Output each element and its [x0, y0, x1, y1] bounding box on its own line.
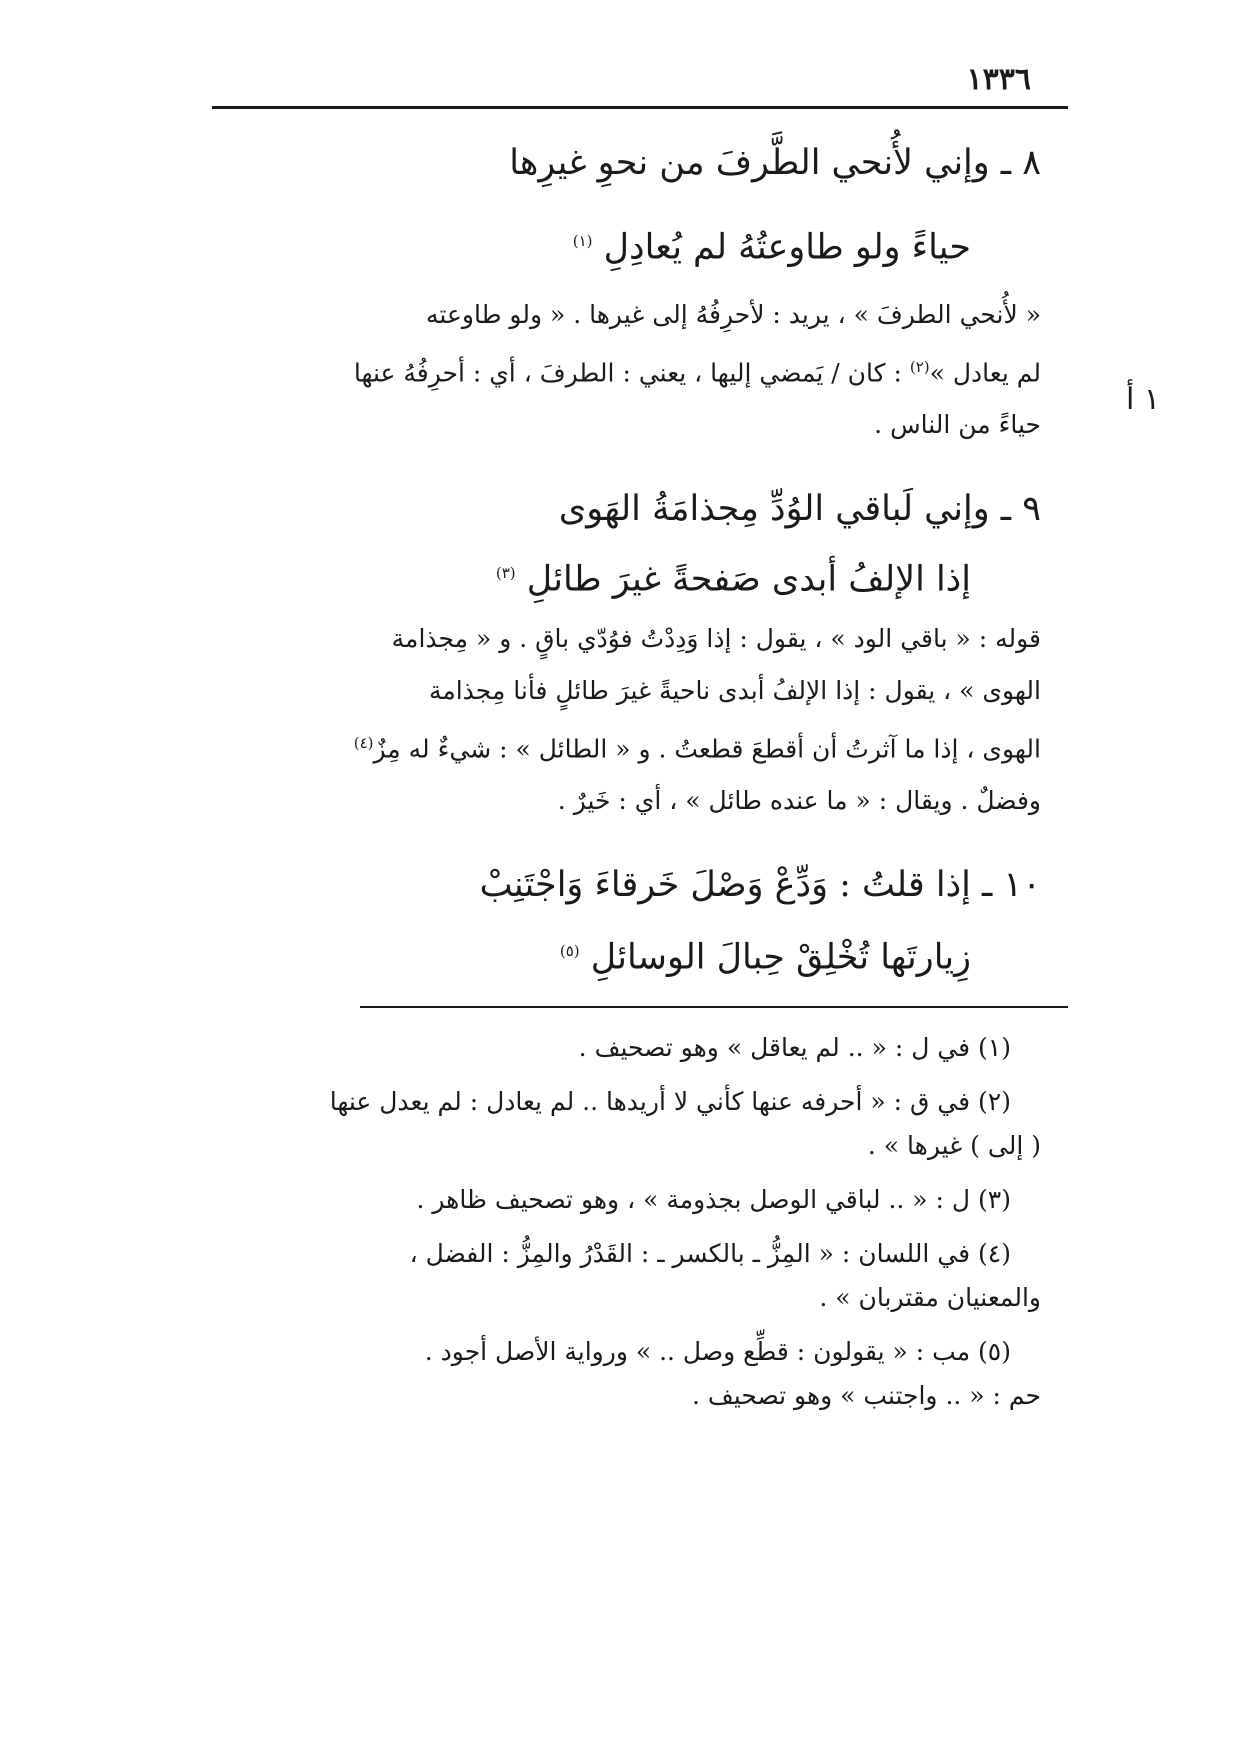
verse-9 — [201, 486, 1041, 532]
footnote-rule — [360, 1006, 1068, 1008]
verse-8-line-1: ٨ ـ وإني لأُنحي الطَّرفَ من نحوِ غيرِها — [509, 143, 1041, 183]
commentary-8-line-2b: : كان / يَمضي إليها ، يعني : الطرفَ ، أي : أحرِفُهُ عنها — [353, 358, 902, 388]
commentary-8-line-2 — [201, 348, 1041, 392]
verse-8-second — [201, 218, 1041, 271]
verse-10 — [201, 862, 1041, 908]
footnote-1: (١) في ل : « .. لم يعاقل » وهو تصحيف . — [578, 1033, 1011, 1062]
footnotes — [201, 1028, 1041, 1416]
verse-9-line-2-wrap — [201, 550, 1041, 603]
verse-10-line-2: زِيارتَها تُخْلِقْ حِبالَ الوسائلِ — [590, 937, 971, 978]
commentary-9-line-2: الهوى » ، يقول : إذا الإلفُ أبدى ناحيةً غيرَ طائلٍ فأنا مِجذامة — [428, 676, 1041, 705]
commentary-8-line-2a: لم يعادل » — [929, 358, 1041, 388]
page-number: ١٣٣٦ — [966, 62, 1031, 97]
footnote-5-line-2: حم : « .. واجتنب » وهو تصحيف . — [692, 1381, 1041, 1410]
verse-9-second — [201, 550, 1041, 603]
commentary-8-line-1: « لأُنحي الطرفَ » ، يريد : لأحرِفُهُ إلى غيرها . « ولو طاوعته — [426, 300, 1041, 329]
footnote-4-line-2: والمعنيان مقتربان » . — [819, 1283, 1041, 1312]
verse-10-line-1: ١٠ ـ إذا قلتُ : وَدِّعْ وَصْلَ خَرقاءَ وَاجْتَنِبْ — [479, 865, 1041, 905]
verse-10-line-2-wrap — [201, 928, 1041, 981]
footnote-ref-5: (٥) — [559, 942, 580, 960]
footnote-5-line-1: (٥) مب : « يقولون : قطِّع وصل .. » ورواية الأصل أجود . — [424, 1337, 1011, 1366]
verse-9-line-1: ٩ ـ وإني لَباقي الوُدِّ مِجذامَةُ الهَوى — [558, 489, 1041, 529]
footnote-ref-1: (١) — [572, 232, 593, 250]
header-rule — [212, 106, 1068, 109]
footnote-ref-4: (٤) — [353, 734, 374, 752]
footnote-ref-3: (٣) — [495, 564, 516, 582]
verse-8 — [201, 140, 1041, 186]
commentary-9-line-4: وفضلٌ . ويقال : « ما عنده طائل » ، أي : خَيرٌ . — [557, 786, 1041, 816]
footnote-2-line-2: ( إلى ) غيرها » . — [867, 1131, 1041, 1160]
footnote-3: (٣) ل : « .. لباقي الوصل بجذومة » ، وهو تصحيف ظاهر . — [416, 1185, 1011, 1214]
commentary-9-line-3 — [201, 724, 1041, 768]
verse-10-second — [201, 928, 1041, 981]
footnote-2-line-1: (٢) في ق : « أحرفه عنها كأني لا أريدها .. لم يعادل : لم يعدل عنها — [329, 1087, 1011, 1116]
verse-8-line-2-wrap — [201, 218, 1041, 271]
commentary-8 — [201, 296, 1041, 444]
commentary-9-line-1: قوله : « باقي الود » ، يقول : إذا وَدِدْتُ فوُدّي باقٍ . و « مِجذامة — [391, 624, 1041, 653]
margin-note: ١ أ — [1126, 382, 1160, 417]
commentary-9 — [201, 620, 1041, 820]
verse-8-line-2: حياءً ولو طاوعتُهُ لم يُعادِلِ — [603, 227, 971, 268]
footnote-4-line-1: (٤) في اللسان : « المِزُّ ـ بالكسر ـ : القَدْرُ والمِزُّ : الفضل ، — [409, 1239, 1011, 1268]
verse-9-line-2: إذا الإلفُ أبدى صَفحةً غيرَ طائلِ — [526, 559, 971, 600]
footnote-ref-2: (٢) — [909, 358, 930, 376]
commentary-8-line-3: حياءً من الناس . — [874, 410, 1041, 440]
commentary-9-line-3a: الهوى ، إذا ما آثرتُ أن أقطعَ قطعتُ . و « الطائل » : شيءٌ له مِزٌ — [373, 734, 1041, 764]
